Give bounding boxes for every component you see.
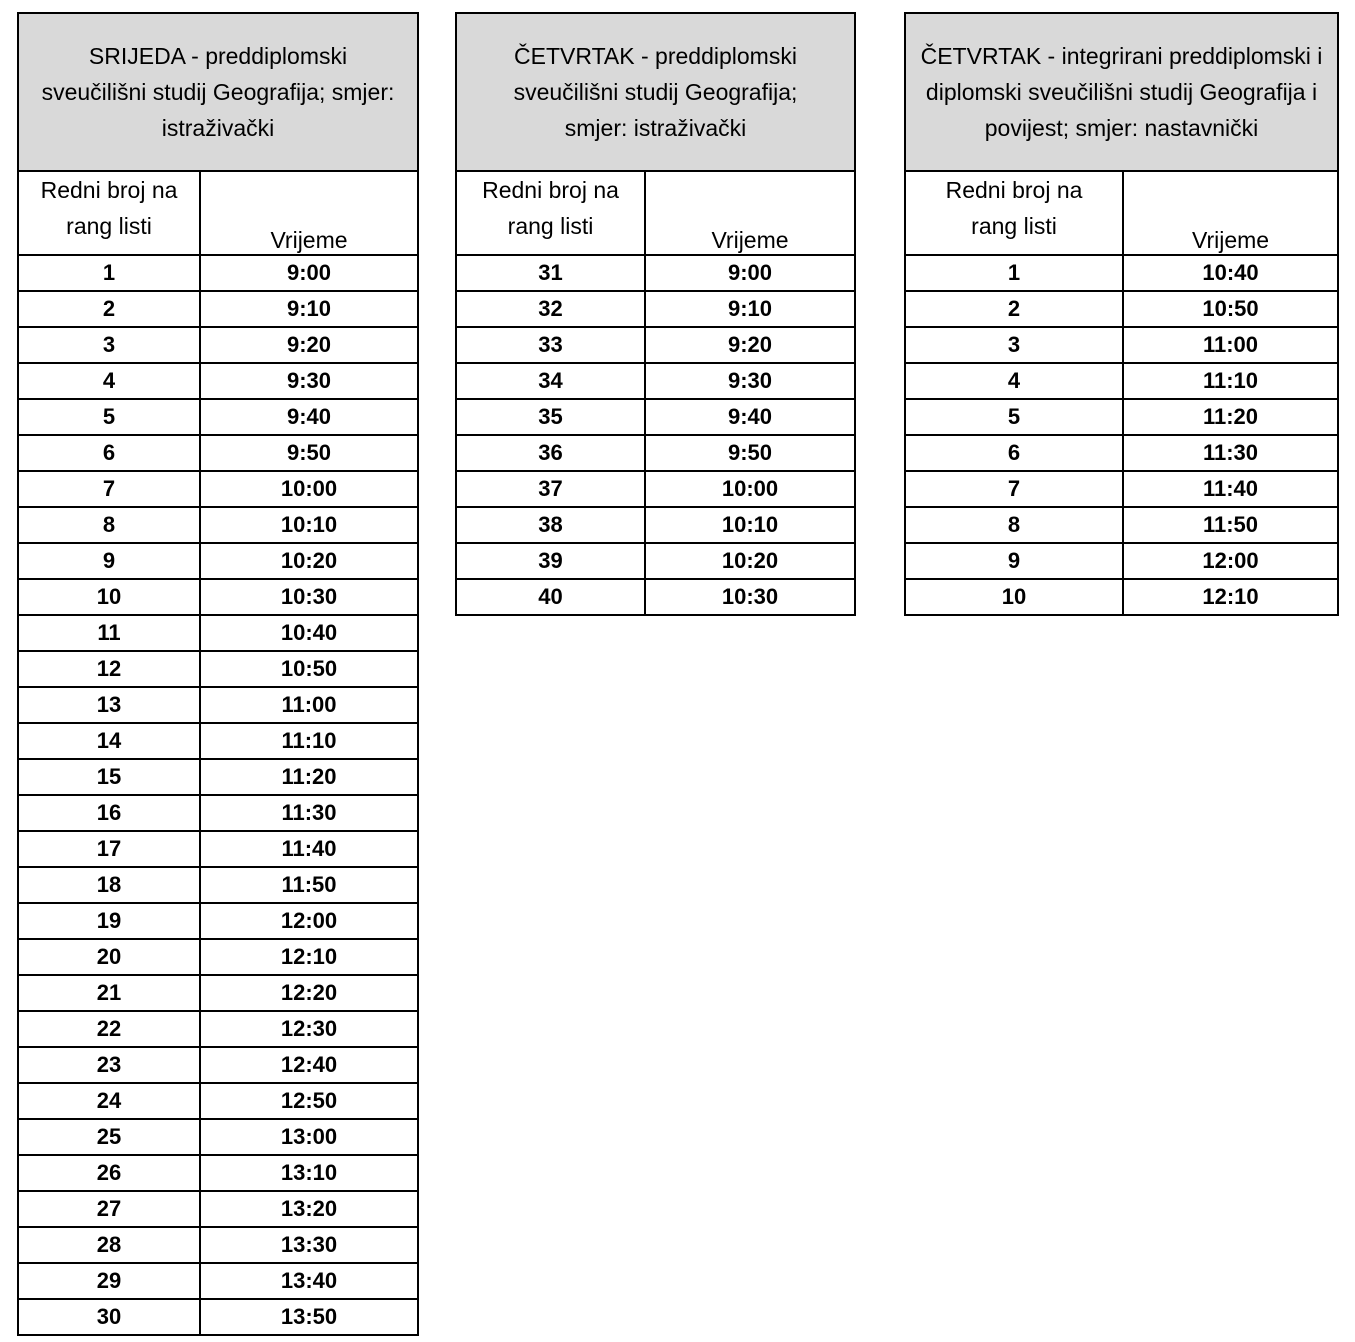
rank-cell: 26 — [18, 1155, 200, 1191]
column-header-time: Vrijeme — [200, 171, 418, 255]
rank-cell: 24 — [18, 1083, 200, 1119]
rank-cell: 4 — [18, 363, 200, 399]
table-row — [18, 435, 418, 471]
time-cell: 9:10 — [645, 291, 855, 327]
rank-cell: 21 — [18, 975, 200, 1011]
table-row — [18, 1047, 418, 1083]
table-row — [905, 363, 1338, 399]
time-cell: 12:10 — [1123, 579, 1338, 615]
time-cell: 10:30 — [200, 579, 418, 615]
table-row — [905, 507, 1338, 543]
table-row — [456, 435, 855, 471]
time-cell: 10:00 — [200, 471, 418, 507]
table-row — [18, 291, 418, 327]
table-row — [18, 687, 418, 723]
table-row — [456, 255, 855, 291]
rank-cell: 9 — [18, 543, 200, 579]
time-cell: 13:50 — [200, 1299, 418, 1335]
table-row — [18, 903, 418, 939]
table-row — [456, 507, 855, 543]
rank-cell: 7 — [905, 471, 1123, 507]
table-row — [456, 471, 855, 507]
rank-cell: 1 — [905, 255, 1123, 291]
time-cell: 10:10 — [645, 507, 855, 543]
table-row — [18, 867, 418, 903]
table-row — [18, 723, 418, 759]
time-cell: 9:20 — [200, 327, 418, 363]
rank-cell: 5 — [18, 399, 200, 435]
table-row — [18, 939, 418, 975]
table-row — [18, 1299, 418, 1335]
table-title: ČETVRTAK - integrirani preddiplomski i diplomski sveučilišni studij Geografija i povijest; smjer: nastavnički — [905, 13, 1338, 171]
table-body — [18, 255, 418, 1335]
column-header-time: Vrijeme — [1123, 171, 1338, 255]
time-cell: 12:20 — [200, 975, 418, 1011]
time-cell: 10:30 — [645, 579, 855, 615]
table-row — [18, 1155, 418, 1191]
time-cell: 11:50 — [200, 867, 418, 903]
time-cell: 9:00 — [200, 255, 418, 291]
column-header-rank: Redni broj na rang listi — [456, 171, 645, 255]
table-title: ČETVRTAK - preddiplomski sveučilišni studij Geografija; smjer: istraživački — [456, 13, 855, 171]
table-row — [905, 327, 1338, 363]
rank-cell: 27 — [18, 1191, 200, 1227]
rank-cell: 39 — [456, 543, 645, 579]
time-cell: 9:40 — [645, 399, 855, 435]
table-row — [905, 579, 1338, 615]
table-row — [456, 399, 855, 435]
rank-cell: 18 — [18, 867, 200, 903]
table-row — [18, 975, 418, 1011]
table-row — [18, 651, 418, 687]
rank-cell: 6 — [905, 435, 1123, 471]
rank-cell: 40 — [456, 579, 645, 615]
time-cell: 11:20 — [200, 759, 418, 795]
rank-cell: 34 — [456, 363, 645, 399]
time-cell: 11:20 — [1123, 399, 1338, 435]
rank-cell: 2 — [18, 291, 200, 327]
time-cell: 11:10 — [1123, 363, 1338, 399]
rank-cell: 16 — [18, 795, 200, 831]
time-cell: 11:40 — [1123, 471, 1338, 507]
table-row — [905, 255, 1338, 291]
rank-cell: 1 — [18, 255, 200, 291]
table-body — [456, 255, 855, 615]
time-cell: 12:30 — [200, 1011, 418, 1047]
table-row — [18, 363, 418, 399]
rank-cell: 8 — [905, 507, 1123, 543]
table-row — [18, 831, 418, 867]
rank-cell: 15 — [18, 759, 200, 795]
table-row — [456, 543, 855, 579]
time-cell: 10:50 — [200, 651, 418, 687]
time-cell: 9:20 — [645, 327, 855, 363]
table-row — [456, 327, 855, 363]
time-cell: 10:40 — [200, 615, 418, 651]
rank-cell: 10 — [18, 579, 200, 615]
table-row — [18, 759, 418, 795]
time-cell: 11:50 — [1123, 507, 1338, 543]
schedule-table-thursday-research — [455, 12, 856, 616]
table-row — [905, 543, 1338, 579]
table-row — [18, 1011, 418, 1047]
rank-cell: 9 — [905, 543, 1123, 579]
time-cell: 12:40 — [200, 1047, 418, 1083]
time-cell: 11:10 — [200, 723, 418, 759]
table-row — [18, 615, 418, 651]
table-row — [456, 363, 855, 399]
schedule-table-wednesday-research — [17, 12, 419, 1336]
table-row — [18, 1191, 418, 1227]
rank-cell: 10 — [905, 579, 1123, 615]
table-row — [18, 471, 418, 507]
rank-cell: 13 — [18, 687, 200, 723]
table-row — [905, 399, 1338, 435]
table-row — [18, 1227, 418, 1263]
table-body — [905, 255, 1338, 615]
time-cell: 9:50 — [200, 435, 418, 471]
rank-cell: 2 — [905, 291, 1123, 327]
time-cell: 10:40 — [1123, 255, 1338, 291]
table-row — [905, 471, 1338, 507]
rank-cell: 31 — [456, 255, 645, 291]
rank-cell: 8 — [18, 507, 200, 543]
time-cell: 11:00 — [200, 687, 418, 723]
rank-cell: 19 — [18, 903, 200, 939]
rank-cell: 14 — [18, 723, 200, 759]
table-row — [905, 291, 1338, 327]
rank-cell: 36 — [456, 435, 645, 471]
column-header-rank: Redni broj na rang listi — [18, 171, 200, 255]
table-row — [18, 543, 418, 579]
time-cell: 10:20 — [200, 543, 418, 579]
rank-cell: 20 — [18, 939, 200, 975]
rank-cell: 29 — [18, 1263, 200, 1299]
time-cell: 11:30 — [1123, 435, 1338, 471]
rank-cell: 5 — [905, 399, 1123, 435]
table-title: SRIJEDA - preddiplomski sveučilišni studij Geografija; smjer: istraživački — [18, 13, 418, 171]
time-cell: 9:10 — [200, 291, 418, 327]
table-row — [18, 1083, 418, 1119]
time-cell: 12:50 — [200, 1083, 418, 1119]
table-row — [456, 291, 855, 327]
rank-cell: 37 — [456, 471, 645, 507]
rank-cell: 4 — [905, 363, 1123, 399]
column-header-time: Vrijeme — [645, 171, 855, 255]
table-row — [18, 327, 418, 363]
rank-cell: 30 — [18, 1299, 200, 1335]
rank-cell: 38 — [456, 507, 645, 543]
table-row — [18, 795, 418, 831]
time-cell: 10:50 — [1123, 291, 1338, 327]
schedule-table-thursday-teaching — [904, 12, 1339, 616]
table-row — [456, 579, 855, 615]
time-cell: 11:30 — [200, 795, 418, 831]
time-cell: 9:00 — [645, 255, 855, 291]
time-cell: 13:40 — [200, 1263, 418, 1299]
column-header-rank: Redni broj na rang listi — [905, 171, 1123, 255]
time-cell: 9:40 — [200, 399, 418, 435]
table-row — [18, 399, 418, 435]
time-cell: 13:00 — [200, 1119, 418, 1155]
rank-cell: 25 — [18, 1119, 200, 1155]
time-cell: 13:30 — [200, 1227, 418, 1263]
rank-cell: 3 — [18, 327, 200, 363]
rank-cell: 35 — [456, 399, 645, 435]
time-cell: 9:30 — [645, 363, 855, 399]
rank-cell: 33 — [456, 327, 645, 363]
table-row — [18, 255, 418, 291]
time-cell: 13:20 — [200, 1191, 418, 1227]
rank-cell: 6 — [18, 435, 200, 471]
time-cell: 10:00 — [645, 471, 855, 507]
time-cell: 9:30 — [200, 363, 418, 399]
rank-cell: 7 — [18, 471, 200, 507]
time-cell: 13:10 — [200, 1155, 418, 1191]
time-cell: 10:20 — [645, 543, 855, 579]
table-row — [18, 1263, 418, 1299]
rank-cell: 28 — [18, 1227, 200, 1263]
time-cell: 12:10 — [200, 939, 418, 975]
time-cell: 10:10 — [200, 507, 418, 543]
time-cell: 9:50 — [645, 435, 855, 471]
rank-cell: 3 — [905, 327, 1123, 363]
time-cell: 12:00 — [200, 903, 418, 939]
time-cell: 11:00 — [1123, 327, 1338, 363]
rank-cell: 32 — [456, 291, 645, 327]
rank-cell: 22 — [18, 1011, 200, 1047]
rank-cell: 12 — [18, 651, 200, 687]
time-cell: 12:00 — [1123, 543, 1338, 579]
rank-cell: 11 — [18, 615, 200, 651]
table-row — [18, 1119, 418, 1155]
time-cell: 11:40 — [200, 831, 418, 867]
table-row — [18, 579, 418, 615]
table-row — [905, 435, 1338, 471]
rank-cell: 17 — [18, 831, 200, 867]
rank-cell: 23 — [18, 1047, 200, 1083]
table-row — [18, 507, 418, 543]
